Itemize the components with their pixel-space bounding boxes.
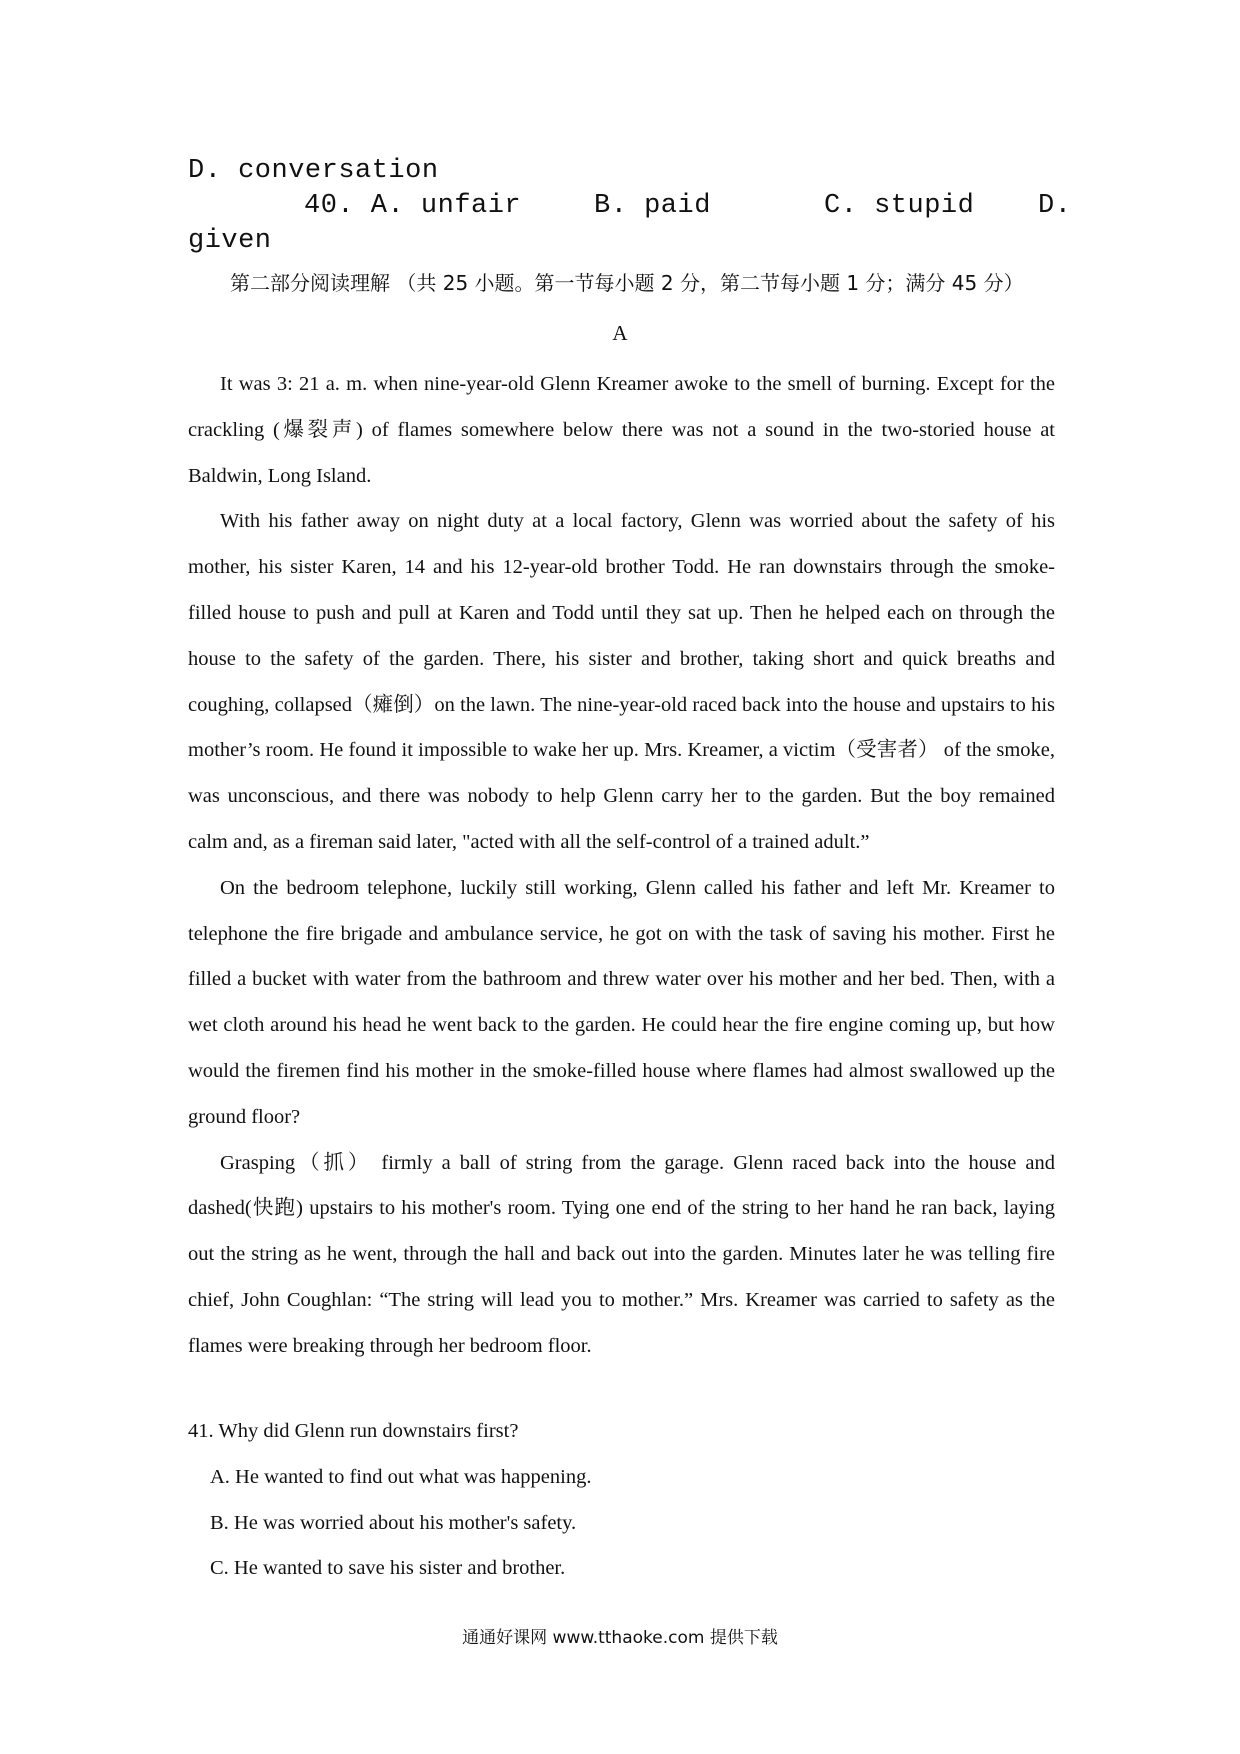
q40-option-d-text: given <box>188 226 272 256</box>
q40-option-d-label: D. <box>1038 191 1072 221</box>
paragraph-1: It was 3: 21 a. m. when nine-year-old Glenn Kreamer awoke to the smell of burning. Except for the crackling (爆裂声) of flames somewhere below there was not a sound in the two-storied house at Baldwin, Long Island. <box>188 373 1055 487</box>
q39-option-d: D. conversation <box>188 156 439 186</box>
q40-option-a: 40. A. unfair <box>304 191 522 221</box>
question-41-stem: 41. Why did Glenn run downstairs first? <box>188 1420 519 1442</box>
q40-options-row <box>188 189 1072 225</box>
paragraph-4: Grasping（抓） firmly a ball of string from the garage. Glenn raced back into the house and dashed(快跑) upstairs to his mother's room. Tying one end of the string to her hand he ran back, laying out the string as he went, through the hall and back out into the garden. Minutes later he was telling fire chief, John Coughlan: “The string will lead you to mother.” Mrs. Kreamer was carried to safety as the flames were breaking through her bedroom floor. <box>188 1151 1055 1357</box>
paragraph-3: On the bedroom telephone, luckily still working, Glenn called his father and left Mr. Kreamer to telephone the fire brigade and ambulance service, he got on with the task of saving his mother. First he filled a bucket with water from the bathroom and threw water over his mother and her bed. Then, with a wet cloth around his head he went back to the garden. He could hear the fire engine coming up, but how would the firemen find his mother in the smoke-filled house where flames had almost swallowed up the ground floor? <box>188 876 1055 1128</box>
question-41-option-c: C. He wanted to save his sister and brother. <box>210 1557 566 1580</box>
q40-option-c: C. stupid <box>824 191 975 221</box>
q40-option-b: B. paid <box>594 191 711 221</box>
question-41 <box>188 1409 1055 1592</box>
reading-passage <box>188 362 1055 1370</box>
passage-label: A <box>612 321 628 345</box>
question-41-option-b: B. He was worried about his mother's safety. <box>210 1511 577 1534</box>
question-41-option-a: A. He wanted to find out what was happening. <box>210 1465 592 1488</box>
section-header: 第二部分阅读理解 （共 25 小题。第一节每小题 2 分，第二节每小题 1 分；满分 45 分） <box>230 271 1024 295</box>
paragraph-2: With his father away on night duty at a local factory, Glenn was worried about the safety of his mother, his sister Karen, 14 and his 12-year-old brother Todd. He ran downstairs through the smoke-filled house to push and pull at Karen and Todd until they sat up. Then he helped each on through the house to the safety of the garden. There, his sister and brother, taking short and quick breaths and coughing, collapsed（瘫倒）on the lawn. The nine-year-old raced back into the house and upstairs to his mother’s room. He found it impossible to wake her up. Mrs. Kreamer, a victim（受害者） of the smoke, was unconscious, and there was nobody to help Glenn carry her to the garden. But the boy remained calm and, as a fireman said later, "acted with all the self-control of a trained adult.” <box>188 510 1055 853</box>
footer-source: 通通好课网 www.tthaoke.com 提供下载 <box>462 1628 778 1648</box>
